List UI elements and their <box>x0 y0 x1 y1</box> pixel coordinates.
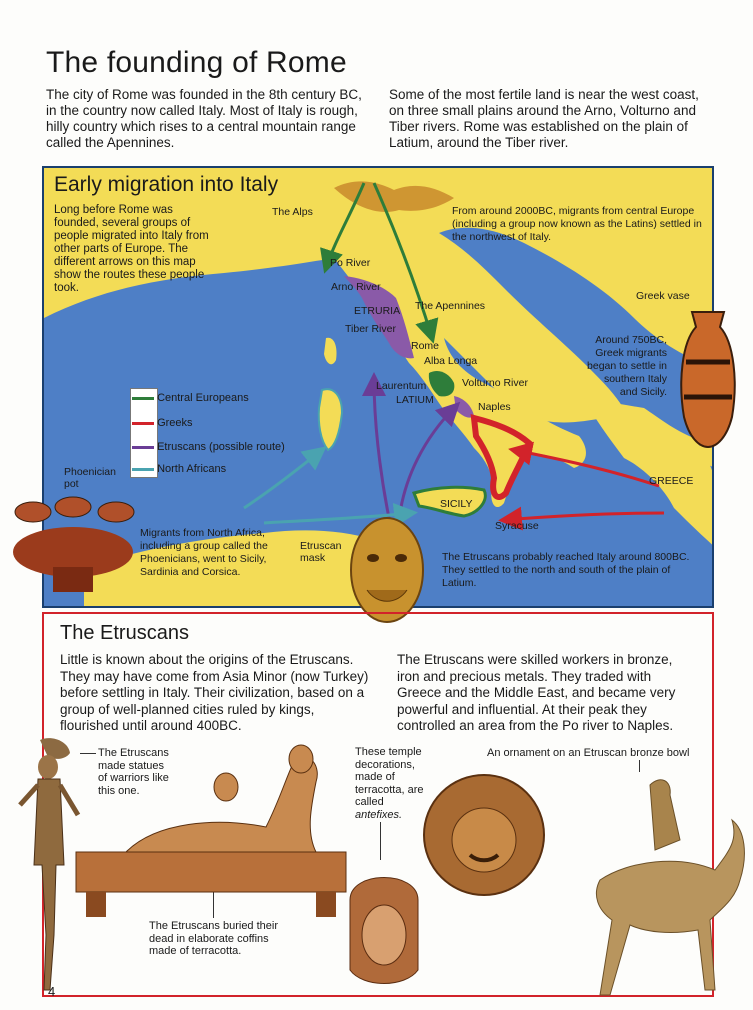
terracotta-coffin-image <box>66 737 356 917</box>
antefix-head-image <box>345 860 423 990</box>
label-alps: The Alps <box>272 206 313 218</box>
etruscans-text-left: Little is known about the origins of the Etruscans. They may have come from Asia Minor (now Turkey) before settling in Italy. Their civilization, based on a group of well-planned cities ruled by kings, flourished until around 400BC. <box>60 652 369 733</box>
intro-paragraph-right: Some of the most fertile land is near the west coast, on three small plains around the Arno, Volturno and Tiber rivers. Rome was established on the plain of Latium, around the Tiber river. <box>389 87 699 150</box>
label-greece: GREECE <box>649 475 694 487</box>
label-etruscan-mask: Etruscan mask <box>300 540 342 564</box>
label-latium: LATIUM <box>396 394 434 406</box>
caption-antefix: These temple decorations, made of terracotta, are called antefixes. <box>355 746 424 821</box>
label-phoenician-pot: Phoenician pot <box>64 466 116 490</box>
label-tiber-river: Tiber River <box>345 323 396 335</box>
label-naples: Naples <box>478 401 511 413</box>
label-sicily: SICILY <box>440 498 473 510</box>
phoenician-pot-image <box>8 482 138 597</box>
antefix-face-image <box>420 770 548 900</box>
intro-paragraph-left: The city of Rome was founded in the 8th century BC, in the country now called Italy. Most of Italy is rough, hilly country which rises to a central mountain range called the Apennines. <box>46 87 362 150</box>
label-greek-vase: Greek vase <box>636 290 690 302</box>
caption-coffin: The Etruscans buried their dead in elaborate coffins made of terracotta. <box>149 920 279 957</box>
etruscans-title: The Etruscans <box>60 622 189 644</box>
legend-item-greeks: Greeks <box>132 417 193 429</box>
leader-line-antefix <box>380 822 381 860</box>
bronze-bowl-ornament-image <box>560 760 750 1000</box>
label-rome: Rome <box>411 340 440 352</box>
label-etruria: ETRURIA <box>354 305 401 317</box>
etruscan-note: The Etruscans probably reached Italy around 800BC. They settled to the north and south of the plain of Latium. <box>442 551 690 589</box>
map-title: Early migration into Italy <box>54 173 279 196</box>
page-number: 4 <box>48 984 56 999</box>
legend-item-etruscans: Etruscans (possible route) <box>132 441 285 453</box>
greek-vase-image <box>672 302 744 452</box>
page-title: The founding of Rome <box>46 46 347 79</box>
greek-note: Around 750BC, Greek migrants began to settle in southern Italy and Sicily. <box>587 334 667 398</box>
label-syracuse: Syracuse <box>495 520 539 532</box>
north-africa-note: Migrants from North Africa, including a group called the Phoenicians, went to Sicily, Sardinia and Corsica. <box>140 527 268 578</box>
map-intro: Long before Rome was founded, several groups of people migrated into Italy from other parts of Europe. The different arrows on this map show the routes these people took. <box>54 204 209 294</box>
label-arno-river: Arno River <box>331 281 381 293</box>
label-apennines: The Apennines <box>415 300 486 312</box>
label-po-river: Po River <box>330 257 371 269</box>
label-alba-longa: Alba Longa <box>424 355 478 367</box>
caption-bowl: An ornament on an Etruscan bronze bowl <box>487 747 690 759</box>
legend-item-north-africans: North Africans <box>132 463 226 475</box>
central-europe-note: From around 2000BC, migrants from central Europe (including a group now known as the Latins) settled in the northwest of Italy. <box>452 205 702 243</box>
etruscans-text-right: The Etruscans were skilled workers in bronze, iron and precious metals. They traded with Greece and the Middle East, and became very powerful and influential. At their peak they controlled an area from the Po river to Naples. <box>397 652 676 733</box>
label-volturno-river: Volturno River <box>462 377 528 389</box>
label-laurentum: Laurentum <box>376 380 427 392</box>
caption-warrior: The Etruscans made statues of warriors like this one. <box>98 747 169 797</box>
legend-item-central-europeans: Central Europeans <box>132 392 249 404</box>
